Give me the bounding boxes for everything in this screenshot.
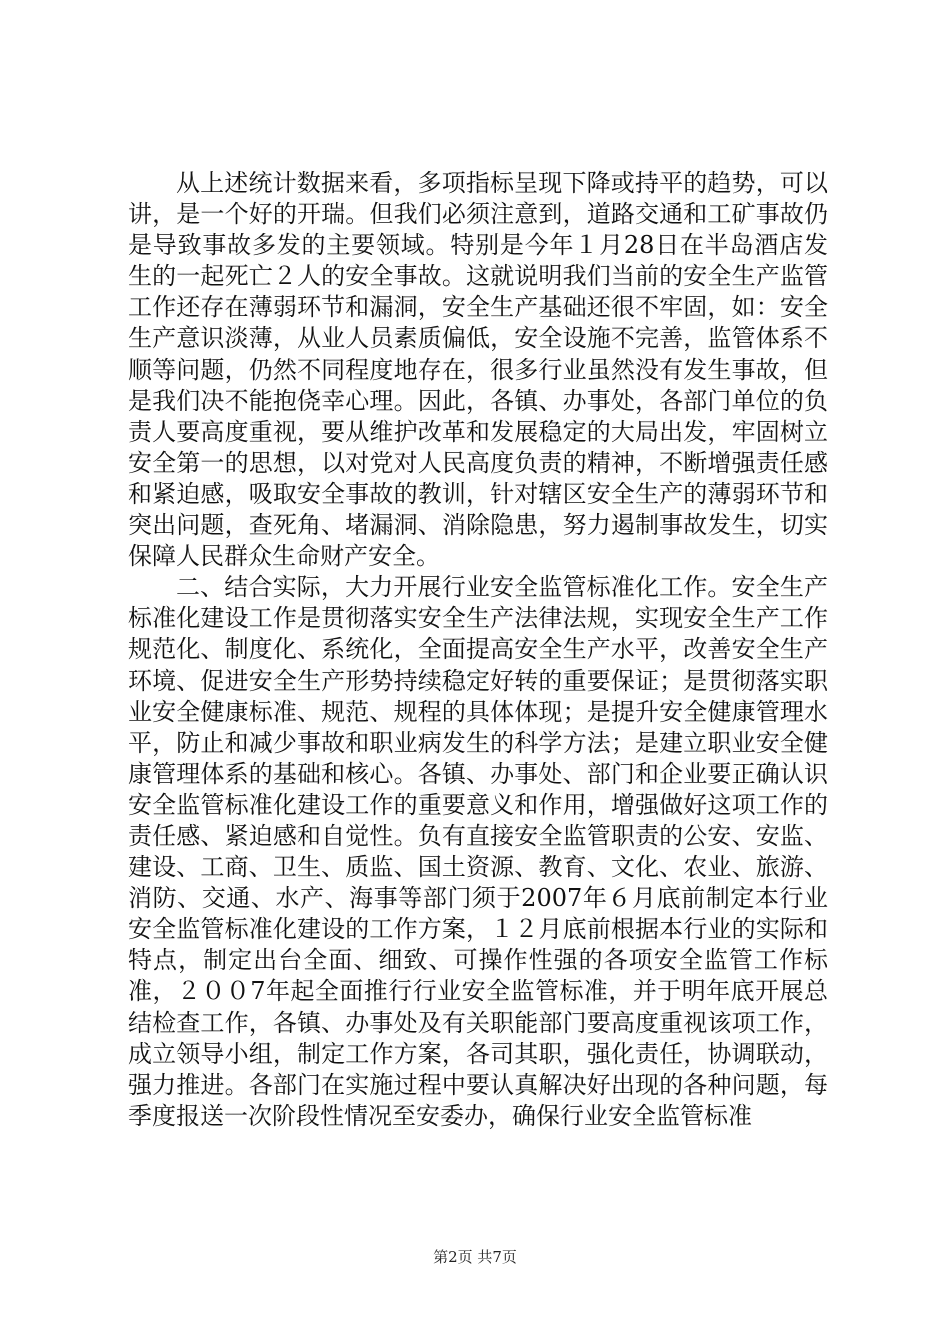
paragraph-standardization: 二、结合实际，大力开展行业安全监管标准化工作。安全生产标准化建设工作是贯彻落实安全生产法律法规，实现安全生产工作规范化、制度化、系统化，全面提高安全生产水平，改善安全生产环境、促进安全生产形势持续稳定好转的重要保证；是贯彻落实职业安全健康标准、规范、规程的具体体现；是提升安全健康管理水平，防止和减少事故和职业病发生的科学方法；是建立职业安全健康管理体系的基础和核心。各镇、办事处、部门和企业要正确认识安全监管标准化建设工作的重要意义和作用，增强做好这项工作的责任感、紧迫感和自觉性。负有直接安全监管职责的公安、安监、建设、工商、卫生、质监、国土资源、教育、文化、农业、旅游、消防、交通、水产、海事等部门须于2007年６月底前制定本行业安全监管标准化建设的工作方案，１２月底前根据本行业的实际和特点，制定出台全面、细致、可操作性强的各项安全监管工作标准，２００7年起全面推行行业安全监管标准，并于明年底开展总结检查工作，各镇、办事处及有关职能部门要高度重视该项工作，成立领导小组，制定工作方案，各司其职，强化责任，协调联动，强力推进。各部门在实施过程中要认真解决好出现的各种问题，每季度报送一次阶段性情况至安委办，确保行业安全监管标准 — [128, 573, 828, 1130]
body-text — [128, 168, 828, 1132]
page-number-footer: 第2页 共7页 — [433, 1248, 517, 1266]
paragraph-statistics: 从上述统计数据来看，多项指标呈现下降或持平的趋势，可以讲，是一个好的开瑞。但我们必须注意到，道路交通和工矿事故仍是导致事故多发的主要领域。特别是今年１月28日在半岛酒店发生的一起死亡２人的安全事故。这就说明我们当前的安全生产监管工作还存在薄弱环节和漏洞，安全生产基础还很不牢固，如：安全生产意识淡薄，从业人员素质偏低，安全设施不完善，监管体系不顺等问题，仍然不同程度地存在，很多行业虽然没有发生事故，但是我们决不能抱侥幸心理。因此，各镇、办事处，各部门单位的负责人要高度重视，要从维护改革和发展稳定的大局出发，牢固树立安全第一的思想，以对党对人民高度负责的精神，不断增强责任感和紧迫感，吸取安全事故的教训，针对辖区安全生产的薄弱环节和突出问题，查死角、堵漏洞、消除隐患，努力遏制事故发生，切实保障人民群众生命财产安全。 — [128, 169, 828, 571]
